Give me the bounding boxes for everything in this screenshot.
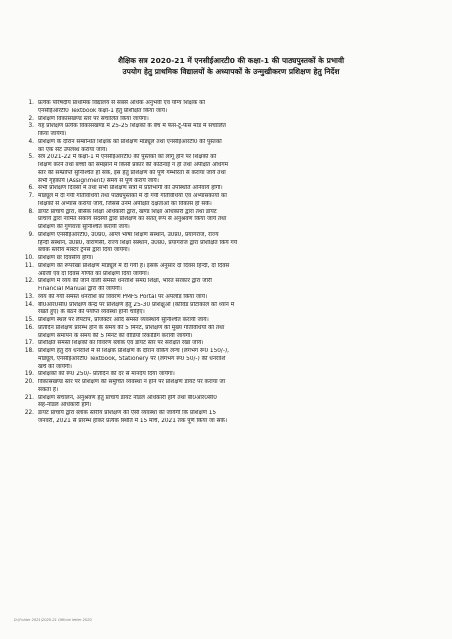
item-text-line: प्रशिक्षण की गुणवत्ता सुनिश्चित करायी जाये। <box>38 224 130 230</box>
list-item <box>18 410 436 426</box>
item-text-line: मॉड्यूल में दी गयी गतिविधियों तथा पाठ्यपुस्तकों में दी गयी गतिविधियों एवं अभ्यासकार्यों का <box>38 193 227 199</box>
item-number: 18. <box>24 348 34 354</box>
item-text-line: डायट प्राचार्य द्वारा, बेसिक शिक्षा अधिकारी द्वारा, खण्ड शिक्षा अधिकारी द्वारा तथा डायट <box>38 208 217 215</box>
list-item <box>18 317 436 325</box>
item-text <box>38 340 436 348</box>
item-text <box>38 255 436 263</box>
item-text-line: खर्च की जायेगी। <box>38 363 72 370</box>
list-item <box>18 100 436 116</box>
item-text <box>38 232 436 255</box>
list-item <box>18 255 436 263</box>
item-text-line: का एक सेट उपलब्ध कराया जाये। <box>38 146 108 153</box>
list-item <box>18 185 436 193</box>
item-number: 7. <box>28 193 34 199</box>
item-text <box>38 317 436 325</box>
item-text-line: प्रशिक्षण में व्यय की जाने वाली समस्त धनराशि समग्र शिक्षा, भारत सरकार द्वारा जारी <box>38 278 212 285</box>
item-text-line: प्राचार्य द्वारा नामित संकाय सदस्यों द्वारा प्रशिक्षण का सतत् रूप से अनुश्रवण किया जाये तथा <box>38 216 227 223</box>
list-item <box>18 193 436 209</box>
item-number: 15. <box>24 317 34 323</box>
item-text <box>38 209 436 232</box>
list-item <box>18 263 436 279</box>
list-item <box>18 123 436 139</box>
item-text-line: डायट प्राचार्य द्वारा ब्लॉक स्तरीय प्रशिक्षण की ऐसी व्यवस्था की जायेगी कि प्रशिक्षण 15 <box>38 410 217 416</box>
list-item <box>18 294 436 302</box>
item-text-line: हिन्दी संस्थान, उ0प्र0, वाराणसी, राज्य शिक्षा संस्थान, उ0प्र0, प्रयागराज द्वारा प्रशिक्षित किये गये <box>38 239 238 246</box>
item-text-line: अंग्रेजी एवं दो दिवस गणित का प्रशिक्षण दिया जायेगा। <box>38 270 149 277</box>
item-text <box>38 410 436 426</box>
item-text-line: रखते हुए) के बैठने की पर्याप्त व्यवस्था होनी चाहिए। <box>38 309 145 316</box>
item-text-line: शिक्षण करने तथा बच्चों को समझाने में किसी प्रकार की कठिनाई न हो तथा अपेक्षित अधिगम <box>38 162 229 168</box>
item-text-line: प्रशिक्षण एनसीईआरटी0, उ0प्र0, आंग्ल भाषा शिक्षण संस्थान, उ0प्र0, प्रयागराज, राज्य <box>38 231 219 238</box>
item-text-line: Financial Manual द्वारा की जायेगी। <box>38 286 122 292</box>
item-text <box>38 379 436 395</box>
item-text-line: सह-नोडल अधिकारी होंगे। <box>38 402 92 409</box>
item-number: 22. <box>24 410 34 416</box>
item-text-line: प्रशिक्षण संचालन, अनुश्रवण हेतु प्राचार्य डायट नोडल अधिकारी होंगे तथा बी0आर0सी0 <box>38 394 217 401</box>
item-text <box>38 139 436 155</box>
item-number: 12. <box>24 278 34 285</box>
instruction-list <box>18 100 436 426</box>
item-number: 2. <box>28 115 34 122</box>
item-text-line: किया जायेगा। <box>38 131 67 137</box>
item-text-line: एनसीईआरटी0 Textbook कक्षा-1 हेतु प्रशिक्षित किया जाये। <box>38 107 168 114</box>
item-text <box>38 263 436 279</box>
list-item <box>18 340 436 348</box>
item-text-line: सत्र 2021-22 में कक्षा-1 में एनसीईआरटी0 की पुस्तकों को लागू होने पर शिक्षकों को <box>38 154 217 161</box>
item-text-line: यह प्रशिक्षण प्रत्येक विकासखण्ड में 25-25 शिक्षकों के बैच में फेस-टू-फेस मोड में संचालित <box>38 123 226 130</box>
item-text-line: ब्लॉक स्तरीय मास्टर ट्रेनर्स द्वारा दिया जायेगा। <box>38 247 130 254</box>
item-number: 20. <box>24 379 34 385</box>
item-number: 14. <box>24 301 34 308</box>
list-item <box>18 209 436 232</box>
item-text-line: सभी गृहकार्य (Assignment) समय से पूर्ण कराये जायें। <box>38 177 159 184</box>
item-text-line: प्रत्येक परिषदीय प्राथमिक विद्यालय से सबसे अधिक अनुभवी एवं योग्य शिक्षक को <box>38 100 205 106</box>
item-text-line: प्रशिक्षण की रूपरेखा प्रशिक्षण मॉड्यूल में दी गयी है। इसके अनुसार दो दिवस हिन्दी, दो दिवस <box>38 262 230 269</box>
item-text-line: स्तर की सम्प्राप्ति सुनिश्चित हो सके, इस हेतु प्रशिक्षण को पूर्ण गम्भीरता से कराया जाये तथा <box>38 169 226 176</box>
item-text <box>38 116 436 124</box>
item-number: 8. <box>28 208 34 215</box>
item-text-line: प्रशिक्षण समापन के समय की 5 मिनट की वीडियो रिकॉर्डिंग करायी जायेगी। <box>38 332 193 339</box>
item-text-line: प्रशिक्षण स्थल पर लैपटॉप, प्रोजेक्टर आदि समस्त व्यवस्थायें सुनिश्चित करायी जायें। <box>38 317 209 323</box>
item-number: 5. <box>28 154 34 161</box>
item-text <box>38 185 436 193</box>
title-line: उपयोग हेतु प्राथमिक विद्यालयों के अध्यापकों के उन्मुखीकरण प्रशिक्षण हेतु निर्देश <box>122 66 340 76</box>
item-text-line: जनवरी, 2021 से प्रारम्भ होकर प्रत्येक स्थिति में 15 मार्च, 2021 तक पूर्ण किया जा सके। <box>38 417 228 424</box>
item-text-line: सभी प्रशिक्षण दिवसों में तथा सभी प्रशिक्षण सत्रों में प्रतिभागी की उपस्थिति अनिवार्य होगी। <box>38 185 223 192</box>
item-text-line: प्रशिक्षित समस्त शिक्षकों का विवरण ब्लॉक एवं डायट स्तर पर संरक्षित रखा जाये। <box>38 340 204 347</box>
item-text-line: मॉड्यूल, एनसीईआरटी0 Textbook, Stationery पर (लगभग रू0 50/-) की धनराशि <box>38 355 226 362</box>
list-item <box>18 348 436 371</box>
list-item <box>18 325 436 341</box>
item-number: 11. <box>24 262 34 269</box>
item-number: 1. <box>28 100 34 106</box>
item-number: 17. <box>24 340 34 347</box>
list-item <box>18 371 436 379</box>
list-item <box>18 116 436 124</box>
item-number: 6. <box>28 185 34 192</box>
item-text-line: व्यय की गयी समस्त धनराशि का विवरण PMFS Portal पर अपलोड किया जाये। <box>38 293 208 300</box>
item-text <box>38 348 436 371</box>
item-text <box>38 278 436 294</box>
title-line: शैक्षिक सत्र 2020-21 में एनसीईआरटी0 की कक्षा-1 की पाठ्यपुस्तकों के प्रभावी <box>117 56 345 65</box>
item-text <box>38 395 436 411</box>
list-item <box>18 278 436 294</box>
item-number: 13. <box>24 293 34 300</box>
item-number: 16. <box>24 324 34 331</box>
item-text <box>38 294 436 302</box>
item-number: 10. <box>24 255 34 261</box>
item-text-line: प्रशिक्षण छः दिवसीय होगा। <box>38 255 94 261</box>
item-text <box>38 193 436 209</box>
item-text-line: सकता है। <box>38 386 59 393</box>
item-text <box>38 371 436 379</box>
item-text-line: प्रशिक्षकों को रू0 250/- प्रतिदिन की दर से मानदेय दिया जायेगा। <box>38 371 175 378</box>
item-number: 9. <box>28 231 34 238</box>
item-text-line: प्रशिक्षण हेतु देय धनराशि में से शिक्षक प्रशिक्षण के दौरान वर्किंग लन्च (लगभग रू0 150/-), <box>38 348 229 354</box>
list-item <box>18 395 436 411</box>
document-title <box>52 56 410 77</box>
item-text-line: प्रशिक्षण विकासखण्ड स्तर पर संचालित किया जायेगा। <box>38 115 149 122</box>
item-text <box>38 325 436 341</box>
item-text-line: प्रशिक्षण के दौरान सम्बन्धित शिक्षक को प्रशिक्षण मॉड्यूल तथा एनसीईआरटी0 की पुस्तकों <box>38 138 222 145</box>
item-text <box>38 154 436 185</box>
item-number: 21. <box>24 394 34 401</box>
item-text-line: विकासखण्ड स्तर पर प्रशिक्षण की समुचित व्यवस्था न होने पर प्रशिक्षण डायट पर कराया जा <box>38 379 226 385</box>
list-item <box>18 154 436 185</box>
item-text-line: प्रतिदिन प्रशिक्षण प्रारम्भ होने के समय की 5 मिनट, प्रशिक्षण की मुख्य गतिविधियों की तथा <box>38 324 225 331</box>
item-text <box>38 302 436 318</box>
list-item <box>18 379 436 395</box>
list-item <box>18 232 436 255</box>
item-text-line: शिक्षकों से अभ्यास कराया जाये, जिससे उनमें अपेक्षित दक्षताओं का विकास हो सके। <box>38 200 212 207</box>
footer-path: D:\Folder 2021\2020-21 Official letter 2020 <box>14 618 92 622</box>
item-text-line: बी0आर0सी0 प्रशिक्षण केन्द्र पर प्रशिक्षण हेतु 25-30 प्रशिक्षुओं (कोविड प्रोटाकॉल को ध्यान में <box>38 301 235 308</box>
item-number: 3. <box>28 123 34 130</box>
item-number: 19. <box>24 371 34 378</box>
list-item <box>18 139 436 155</box>
list-item <box>18 302 436 318</box>
item-text <box>38 100 436 116</box>
item-text <box>38 123 436 139</box>
item-number: 4. <box>28 138 34 145</box>
